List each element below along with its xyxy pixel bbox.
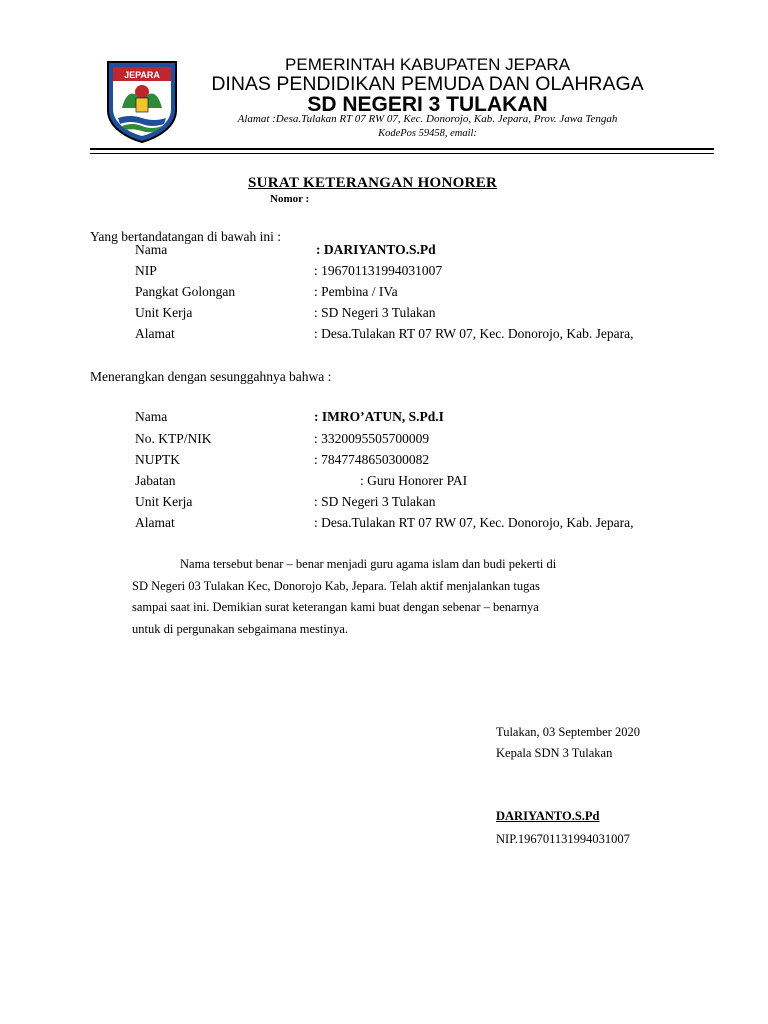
paragraph-line-2: SD Negeri 03 Tulakan Kec, Donorojo Kab, Jepara. Telah aktif menjalankan tugas — [132, 579, 540, 593]
signer-address-label: Alamat — [135, 326, 175, 341]
signer-rank-value: : Pembina / IVa — [314, 284, 398, 299]
subject-ktp-value: : 3320095505700009 — [314, 431, 430, 446]
letterhead-postal: KodePos 59458, email: — [378, 128, 477, 139]
letterhead-rule-thick — [90, 148, 714, 150]
paragraph-line-4: untuk di pergunakan sebgaimana mestinya. — [132, 622, 349, 636]
subject-ktp-label: No. KTP/NIK — [135, 431, 212, 446]
signature-position: Kepala SDN 3 Tulakan — [496, 746, 613, 760]
letterhead-department: DINAS PENDIDIKAN PEMUDA DAN OLAHRAGA — [211, 73, 644, 95]
subject-unit-label: Unit Kerja — [135, 494, 193, 509]
letterhead-government: PEMERINTAH KABUPATEN JEPARA — [285, 55, 570, 74]
paragraph-line-3: sampai saat ini. Demikian surat keterangan kami buat dengan sebenar – benarnya — [132, 600, 539, 614]
subject-position-label: Jabatan — [135, 473, 176, 488]
subject-nuptk-value: : 7847748650300082 — [314, 452, 430, 467]
signature-place-date: Tulakan, 03 September 2020 — [496, 725, 640, 739]
jepara-regency-emblem — [104, 58, 180, 144]
subject-position-value: : Guru Honorer PAI — [360, 473, 468, 488]
signer-name-value: : DARIYANTO.S.Pd — [316, 242, 436, 257]
paragraph-line-1: Nama tersebut benar – benar menjadi guru agama islam dan budi pekerti di — [180, 557, 557, 571]
intro-text: Yang bertandatangan di bawah ini : — [90, 229, 281, 244]
signer-address-value: : Desa.Tulakan RT 07 RW 07, Kec. Donorojo, Kab. Jepara, — [314, 326, 634, 341]
letterhead-address: Alamat :Desa.Tulakan RT 07 RW 07, Kec. Donorojo, Kab. Jepara, Prov. Jawa Tengah — [237, 113, 618, 125]
signer-rank-label: Pangkat Golongan — [135, 284, 236, 299]
subject-address-label: Alamat — [135, 515, 175, 530]
letterhead-school-name: SD NEGERI 3 TULAKAN — [307, 93, 548, 116]
subject-unit-value: : SD Negeri 3 Tulakan — [314, 494, 436, 509]
signer-name-label: Nama — [135, 242, 168, 257]
signature-nip: NIP.196701131994031007 — [496, 832, 630, 846]
signature-name: DARIYANTO.S.Pd — [496, 809, 600, 823]
letter-number-label: Nomor : — [270, 193, 310, 205]
signer-nip-value: : 196701131994031007 — [314, 263, 443, 278]
subject-nuptk-label: NUPTK — [135, 452, 181, 467]
signer-unit-value: : SD Negeri 3 Tulakan — [314, 305, 436, 320]
letter-title: SURAT KETERANGAN HONORER — [248, 175, 498, 191]
subject-address-value: : Desa.Tulakan RT 07 RW 07, Kec. Donorojo, Kab. Jepara, — [314, 515, 634, 530]
statement-text: Menerangkan dengan sesunggahnya bahwa : — [90, 369, 332, 384]
letterhead-rule-thin — [90, 153, 714, 154]
subject-name-label: Nama — [135, 409, 168, 424]
subject-name-value: : IMRO’ATUN, S.Pd.I — [314, 409, 444, 424]
signer-nip-label: NIP — [135, 263, 157, 278]
signer-unit-label: Unit Kerja — [135, 305, 193, 320]
logo-text: JEPARA — [124, 70, 160, 80]
